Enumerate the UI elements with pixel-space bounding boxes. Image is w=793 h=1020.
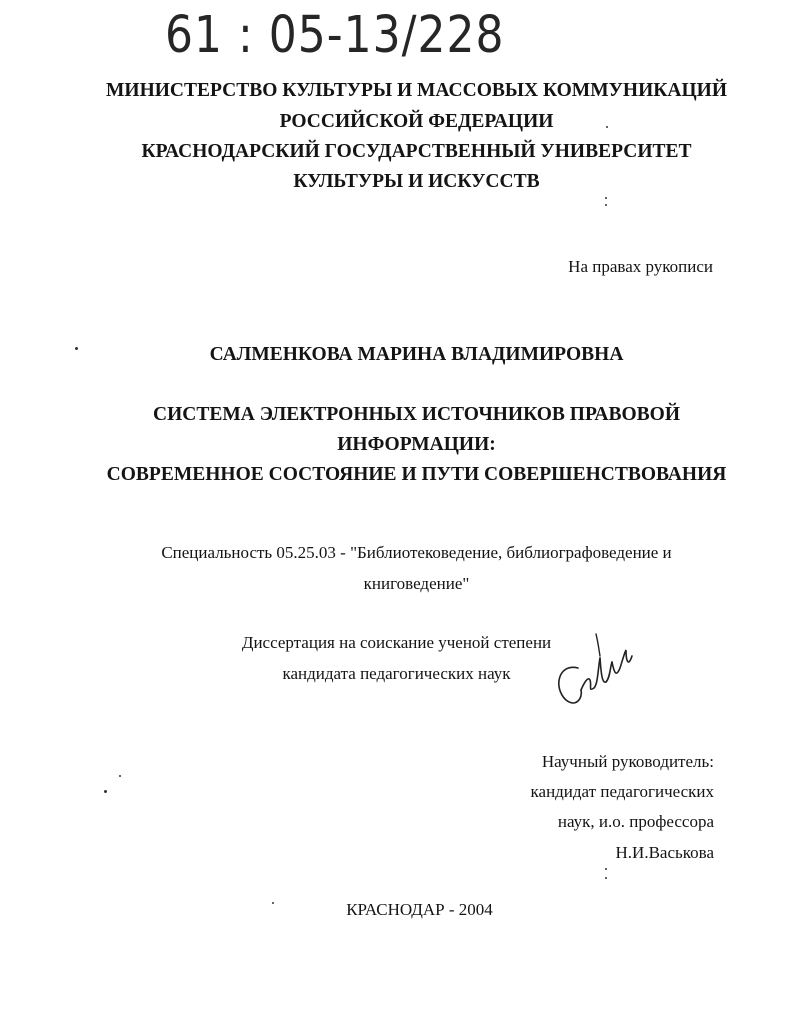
specialty-line-1: Специальность 05.25.03 - "Библиотековедение, библиографоведение и (161, 543, 672, 562)
scan-speck (272, 902, 274, 904)
handwritten-catalog-number: 61 : 05-13/228 (165, 6, 505, 65)
scan-speck (104, 790, 107, 793)
author-name: САЛМЕНКОВА МАРИНА ВЛАДИМИРОВНА (209, 344, 624, 365)
scan-speck (75, 347, 78, 350)
scan-speck (606, 126, 608, 128)
dissertation-line-1: Диссертация на соискание ученой степени (241, 633, 552, 652)
specialty-line-2: книговедение" (363, 574, 470, 593)
title-line-3: СОВРЕМЕННОЕ СОСТОЯНИЕ И ПУТИ СОВЕРШЕНСТВОВАНИЯ (106, 464, 727, 485)
handwritten-signature (548, 628, 638, 718)
ministry-line-1: МИНИСТЕРСТВО КУЛЬТУРЫ И МАССОВЫХ КОММУНИКАЦИЙ (106, 80, 727, 101)
supervisor-line-2: кандидат педагогических (530, 782, 714, 801)
scan-speck (119, 775, 121, 777)
ministry-line-2: РОССИЙСКОЙ ФЕДЕРАЦИИ (279, 111, 554, 132)
supervisor-name: Н.И.Васькова (615, 843, 714, 862)
ministry-line-3: КРАСНОДАРСКИЙ ГОСУДАРСТВЕННЫЙ УНИВЕРСИТЕТ (141, 141, 692, 162)
title-line-1: СИСТЕМА ЭЛЕКТРОННЫХ ИСТОЧНИКОВ ПРАВОВОЙ (152, 404, 680, 425)
scan-speck (605, 197, 607, 199)
dissertation-line-2: кандидата педагогических наук (282, 664, 511, 683)
title-line-2: ИНФОРМАЦИИ: (337, 434, 496, 455)
scan-speck (605, 868, 607, 870)
supervisor-line-1: Научный руководитель: (541, 752, 714, 771)
supervisor-line-3: наук, и.о. профессора (557, 812, 714, 831)
scan-speck (605, 877, 607, 879)
rights-note: На правах рукописи (568, 257, 713, 276)
scan-speck (605, 204, 607, 206)
city-year: КРАСНОДАР - 2004 (346, 900, 493, 919)
ministry-line-4: КУЛЬТУРЫ И ИСКУССТВ (293, 171, 540, 192)
